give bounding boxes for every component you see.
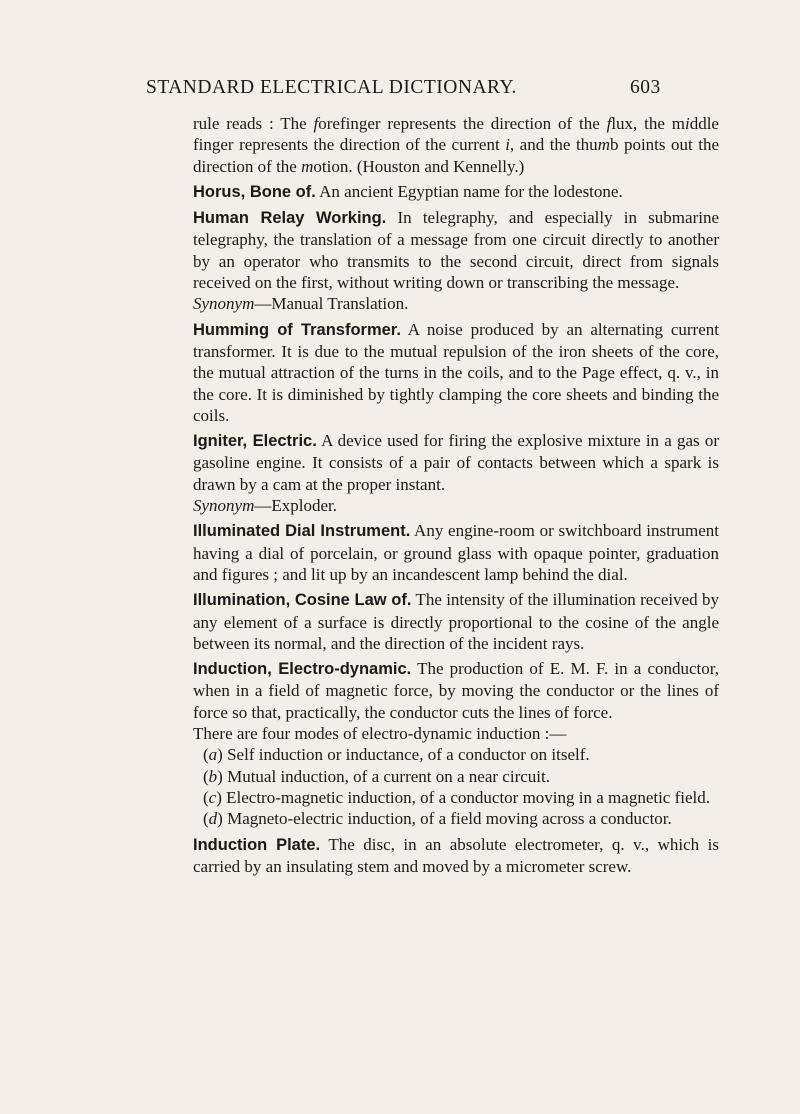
list-item-text: Self induction or inductance, of a conductor on itself.: [227, 745, 590, 765]
text-run: otion. (Houston and Kennelly.): [313, 156, 525, 176]
text-run: rule reads : The: [193, 114, 314, 133]
induction-modes-list: [193, 744, 719, 829]
entry-definition: An ancient Egyptian name for the lodestone.: [315, 181, 623, 201]
entry-definition: A device used for firing the explosive mixture in a gas or gasoline engine. It consists of a pair of contacts between which a spark is drawn by a cam at the proper instant.: [193, 431, 719, 494]
entry-humming-transformer: [193, 319, 719, 426]
emphasis-letter: i: [505, 135, 510, 155]
synonym-label: Synonym: [193, 496, 255, 516]
list-marker: c: [208, 787, 217, 807]
entry-definition: In telegraphy, and especially in submarine telegraphy, the translation of a message from one circuit directly to another by an operator who transmits to the second circuit, direct from signals received on the first, without writing down or transcribing the message.: [193, 208, 719, 293]
list-item-text: Magneto-electric induction, of a field moving across a conductor.: [227, 809, 672, 829]
emphasis-letter: f: [313, 114, 319, 133]
list-item: (c) Electro-magnetic induction, of a conductor moving in a magnetic field.: [203, 787, 711, 807]
entry-headword: Horus, Bone of.: [193, 182, 316, 201]
synonym-label: Synonym: [193, 294, 255, 314]
entry-headword: Illuminated Dial Instrument.: [193, 522, 411, 541]
entry-induction-electrodynamic: [193, 658, 719, 829]
emphasis-letter: i: [684, 114, 690, 133]
text-run: orefinger represents the direction of the: [318, 114, 607, 133]
entry-headword: Illumination, Cosine Law of.: [193, 591, 412, 610]
entry-definition: Any engine-room or switchboard instrument having a dial of porcelain, or ground glass with opaque pointer, graduation and figures ; and lit up by an incandescent lamp behind the dial.: [193, 521, 719, 584]
entry-illumination-cosine: [193, 589, 719, 654]
entry-paragraph: [193, 181, 719, 203]
text-run: lux, the m: [611, 114, 685, 133]
list-intro: There are four modes of electro-dynamic induction :—: [193, 724, 567, 744]
synonym-line: [193, 495, 719, 516]
entry-definition: A noise produced by an alternating current transformer. It is due to the mutual repulsion of the iron sheets of the core, the mutual attraction of the turns in the coils, and to the Page effect, q. v., in the core. It is diminished by tightly clamping the core sheets and binding the coils.: [193, 319, 719, 425]
entry-headword: Humming of Transformer.: [193, 320, 401, 339]
list-item: (d) Magneto-electric induction, of a field moving across a conductor.: [203, 809, 672, 829]
text-run: ddle finger represents the direction of the current: [193, 114, 719, 155]
entry-definition: The production of E. M. F. in a conductor, when in a field of magnetic force, by moving the conductor or the lines of force so that, practically, the conductor cuts the lines of force.: [193, 659, 719, 722]
synonym-line: [193, 293, 719, 314]
entry-headword: Igniter, Electric.: [193, 432, 317, 451]
emphasis-letter: m: [597, 135, 610, 155]
entry-headword: Human Relay Working.: [193, 209, 387, 228]
entry-continuation: [193, 113, 719, 177]
entry-definition: The intensity of the illumination received by any element of a surface is directly proportional to the cosine of the angle between its normal, and the direction of the incident rays.: [193, 590, 719, 653]
entry-definition: The disc, in an absolute electrometer, q. v., which is carried by an insulating stem and moved by a micrometer screw.: [193, 834, 719, 876]
entry-paragraph: [193, 658, 719, 723]
emphasis-letter: f: [606, 114, 612, 133]
text-run: b points out the direction of the: [193, 135, 719, 176]
entry-paragraph: [193, 207, 719, 293]
running-title: STANDARD ELECTRICAL DICTIONARY.: [146, 77, 517, 98]
entry-paragraph: [193, 834, 719, 878]
list-item-text: Electro-magnetic induction, of a conductor moving in a magnetic field.: [226, 787, 711, 807]
synonym-text: —Manual Translation.: [254, 294, 409, 314]
entry-illuminated-dial: [193, 520, 719, 585]
entry-horus-bone: [193, 181, 719, 203]
page-number: 603: [630, 77, 661, 98]
synonym-text: —Exploder.: [254, 496, 338, 516]
entry-headword: Induction Plate.: [193, 835, 321, 854]
emphasis-letter: m: [301, 156, 314, 176]
entry-headword: Induction, Electro-dynamic.: [193, 660, 412, 679]
list-marker: b: [208, 766, 218, 786]
list-item: (a) Self induction or inductance, of a conductor on itself.: [203, 745, 590, 765]
entry-paragraph: [193, 589, 719, 654]
entry-igniter-electric: [193, 430, 719, 516]
entry-human-relay: [193, 207, 719, 314]
entry-paragraph: [193, 430, 719, 495]
text-run: , and the thu: [509, 135, 598, 155]
page-body: [193, 113, 719, 877]
list-item-text: Mutual induction, of a current on a near circuit.: [227, 766, 550, 786]
entry-induction-plate: [193, 834, 719, 878]
list-marker: d: [208, 809, 218, 829]
list-item: (b) Mutual induction, of a current on a near circuit.: [203, 766, 550, 786]
entry-paragraph: [193, 319, 719, 426]
list-marker: a: [208, 745, 218, 765]
entry-paragraph: [193, 520, 719, 585]
running-header: [0, 77, 800, 101]
continuation-paragraph: [193, 113, 719, 177]
